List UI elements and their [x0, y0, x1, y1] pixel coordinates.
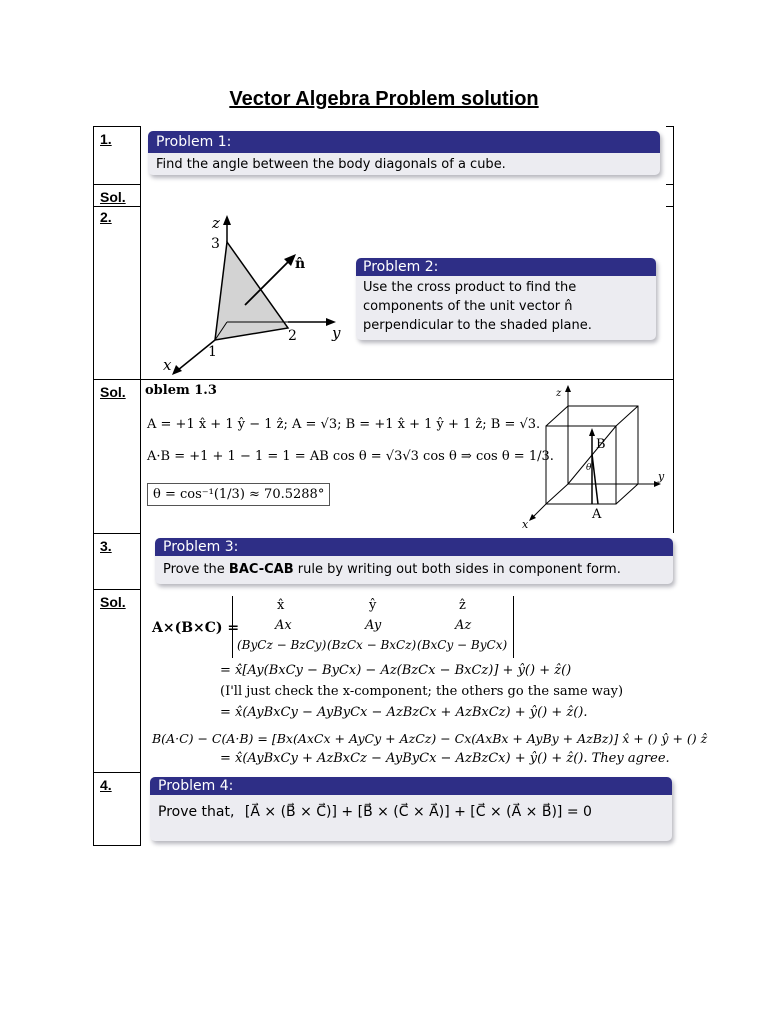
table-left-border	[93, 126, 94, 845]
fig2-label-z: z	[212, 214, 220, 232]
problem-3-text-bold: BAC-CAB	[228, 562, 294, 577]
plane-figure	[150, 210, 350, 380]
table-top-border	[93, 126, 141, 127]
solution-3-line-4: B(A·C) − C(A·B) = [Bx(AxCx + AyCy + AzCz) − Cx(AxBx + AyBy + AzBz)] x̂ + () ŷ + () ẑ	[152, 731, 708, 746]
cube-figure	[520, 382, 672, 532]
cube-edge	[616, 406, 638, 426]
fig3-label-A: A	[592, 507, 602, 522]
vector-B-arrow	[589, 428, 595, 436]
det-row3-z: (BxCy − ByCx)	[417, 638, 508, 652]
table-row-divider-right	[666, 184, 674, 185]
det-row3-x: (ByCz − BzCy)	[237, 638, 327, 652]
table-row-divider	[93, 533, 141, 534]
problem-1-box	[148, 131, 660, 175]
fig3-label-x: x	[522, 518, 529, 531]
problem-1-text: Find the angle between the body diagonals of a cube.	[156, 157, 506, 172]
table-bottom-border	[93, 845, 141, 846]
problem-2-text	[356, 276, 656, 337]
problem-4-equation: [A⃗ × (B⃗ × C⃗)] + [B⃗ × (C⃗ × A⃗)] + [C⃗ × (A⃗ × B⃗)] = 0	[244, 804, 592, 820]
table-col-divider	[140, 126, 141, 845]
solution-3-lhs: A×(B×C) =	[152, 620, 240, 636]
row-label-problem-2: 2.	[100, 209, 112, 225]
table-row-divider-right	[666, 206, 674, 207]
document-title-text: Vector Algebra Problem solution	[229, 88, 539, 110]
x-axis-arrow	[172, 365, 182, 375]
fig2-label-3: 3	[211, 236, 220, 252]
fig3-label-z: z	[556, 388, 562, 399]
det-row2-y: Ay	[365, 618, 382, 633]
row-label-problem-4: 4.	[100, 777, 112, 793]
table-row-divider	[93, 184, 141, 185]
fig2-label-x: x	[163, 356, 172, 374]
det-row1-x: x̂	[277, 598, 285, 613]
problem-3-text-pre: Prove the	[163, 562, 229, 577]
vector-A	[592, 454, 598, 504]
problem-2-line-2: components of the unit vector n̂	[363, 299, 573, 314]
problem-2-box	[356, 258, 656, 340]
problem-4-box	[150, 777, 672, 841]
solution-3-line-5: = x̂(AyBxCy + AzBxCz − AyByCx − AzBzCx) + ŷ() + ẑ(). They agree.	[220, 751, 670, 766]
solution-3-line-2: (I'll just check the x-component; the others go the same way)	[220, 684, 624, 699]
solution-2-result: θ = cos⁻¹(1/3) ≈ 70.5288°	[147, 483, 330, 506]
z-axis-arrow	[565, 385, 571, 392]
fig3-label-B: B	[596, 437, 606, 452]
det-row2-z: Az	[455, 618, 472, 633]
z-axis-arrow	[223, 215, 231, 225]
fig2-label-y: y	[332, 324, 341, 342]
problem-4-heading: Problem 4:	[150, 777, 672, 795]
problem-3-text-post: rule by writing out both sides in component form.	[293, 562, 621, 577]
problem-3-text	[155, 556, 673, 583]
row-label-solution-2: Sol.	[100, 384, 126, 400]
cube-edge	[546, 406, 568, 426]
shaded-plane	[215, 242, 288, 340]
fig2-label-n: n̂	[295, 256, 306, 272]
determinant	[232, 596, 514, 658]
table-row-divider	[93, 589, 141, 590]
cube-edge	[616, 484, 638, 504]
row-label-problem-3: 3.	[100, 538, 112, 554]
row-label-problem-1: 1.	[100, 131, 112, 147]
solution-2-line-1: A = +1 x̂ + 1 ŷ − 1 ẑ; A = √3; B = +1 x̂ + 1 ŷ + 1 ẑ; B = √3.	[147, 417, 541, 432]
det-row1-y: ŷ	[369, 598, 377, 613]
solution-2-heading: oblem 1.3	[145, 383, 217, 398]
fig3-label-theta: θ	[586, 463, 592, 473]
table-row-divider	[93, 772, 141, 773]
fig2-label-2: 2	[288, 328, 297, 344]
fig3-label-y: y	[658, 470, 665, 483]
fig2-label-1: 1	[208, 344, 217, 360]
table-row-divider	[93, 206, 141, 207]
problem-2-line-1: Use the cross product to find the	[363, 280, 577, 295]
table-top-border-right	[666, 126, 674, 127]
det-row3-y: (BzCx − BxCz)	[327, 638, 417, 652]
solution-2-line-2: A·B = +1 + 1 − 1 = 1 = AB cos θ = √3√3 cos θ ⇒ cos θ = 1/3.	[147, 449, 554, 464]
det-row2-x: Ax	[275, 618, 292, 633]
problem-3-box	[155, 538, 673, 584]
table-right-border	[673, 126, 674, 533]
cube-edge	[546, 484, 568, 504]
problem-2-heading: Problem 2:	[356, 258, 656, 276]
row-label-solution-1: Sol.	[100, 189, 126, 205]
solution-3-line-1: = x̂[Ay(BxCy − ByCx) − Az(BzCx − BxCz)] + ŷ() + ẑ()	[220, 663, 572, 678]
problem-2-line-3: perpendicular to the shaded plane.	[363, 318, 592, 333]
problem-3-heading: Problem 3:	[155, 538, 673, 556]
row-label-solution-3: Sol.	[100, 594, 126, 610]
problem-4-body	[150, 795, 672, 830]
problem-4-text: Prove that,	[158, 804, 235, 820]
problem-1-heading: Problem 1:	[148, 131, 660, 153]
solution-3-line-3: = x̂(AyBxCy − AyByCx − AzBzCx + AzBxCz) + ŷ() + ẑ().	[220, 705, 588, 720]
det-row1-z: ẑ	[459, 598, 466, 613]
document-title	[0, 88, 768, 111]
x-axis	[532, 504, 546, 518]
